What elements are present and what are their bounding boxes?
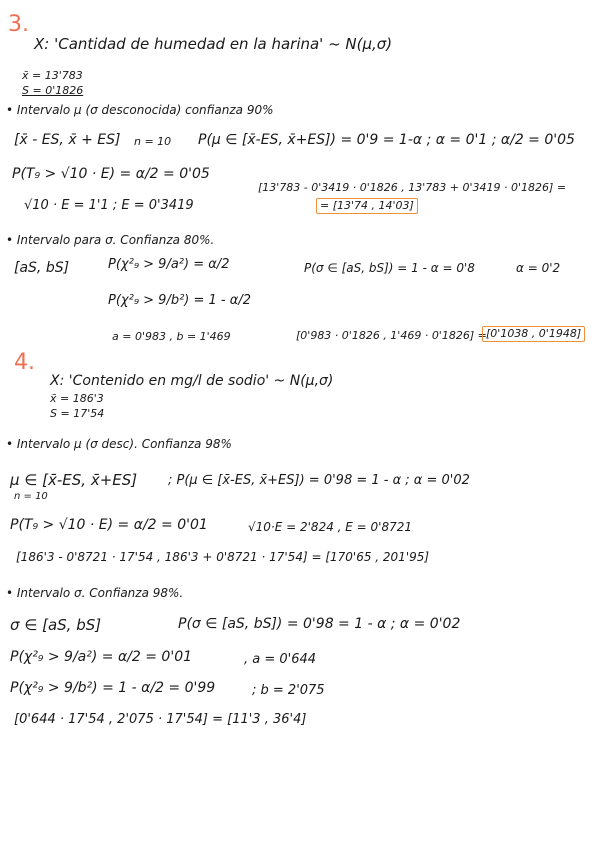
sigma-interval-formula-4: σ ∈ [aS, bS] (10, 616, 102, 634)
sample-size-4: n = 10 (14, 491, 48, 502)
exercise-3-number: 3. (8, 12, 29, 37)
sample-sd-4: S = 17'54 (50, 407, 105, 420)
exercise-4-title: X: 'Contenido en mg/l de sodio' ~ N(μ,σ) (50, 373, 334, 389)
sigma-probability: P(σ ∈ [aS, bS]) = 1 - α = 0'8 (304, 261, 475, 275)
exercise-3-title: X: 'Cantidad de humedad en la harina' ~ N(μ,σ) (34, 35, 393, 53)
error-equation-4: √10·E = 2'824 , E = 0'8721 (248, 520, 413, 534)
sigma-interval-formula: [aS, bS] (14, 260, 70, 276)
section-sigma-interval-title: • Intervalo para σ. Confianza 80%. (6, 233, 215, 247)
section-mean-interval-title-4: • Intervalo μ (σ desc). Confianza 98% (6, 437, 232, 451)
ci-result: = [13'74 , 14'03] (316, 198, 418, 214)
alpha-value: α = 0'2 (516, 261, 561, 275)
t-equation-4: P(T₉ > √10 · E) = α/2 = 0'01 (10, 517, 208, 533)
section-sigma-interval-title-4: • Intervalo σ. Confianza 98%. (6, 586, 184, 600)
sigma-result: [0'1038 , 0'1948] (482, 326, 585, 342)
t-equation: P(T₉ > √10 · E) = α/2 = 0'05 (12, 166, 210, 182)
chi-square-lower: P(χ²₉ > 9/b²) = 1 - α/2 (108, 293, 251, 308)
chi-square-lower-4: P(χ²₉ > 9/b²) = 1 - α/2 = 0'99 (10, 680, 216, 696)
sample-mean: x̄ = 13'783 (22, 69, 83, 82)
sigma-probability-4: P(σ ∈ [aS, bS]) = 0'98 = 1 - α ; α = 0'02 (178, 616, 461, 632)
probability-equation: P(μ ∈ [x̄-ES, x̄+ES]) = 0'9 = 1-α ; α = 0'1 ; α/2 = 0'05 (198, 132, 575, 148)
b-value-4: ; b = 2'075 (252, 683, 325, 698)
probability-equation-4: ; P(μ ∈ [x̄-ES, x̄+ES]) = 0'98 = 1 - α ; α = 0'02 (168, 473, 470, 488)
chi-square-upper: P(χ²₉ > 9/a²) = α/2 (108, 257, 230, 272)
sample-size: n = 10 (134, 135, 172, 148)
sample-sd: S = 0'1826 (22, 84, 84, 97)
ci-calculation: [13'783 - 0'3419 · 0'1826 , 13'783 + 0'3419 · 0'1826] = (258, 181, 567, 194)
chi-square-upper-4: P(χ²₉ > 9/a²) = α/2 = 0'01 (10, 649, 193, 665)
a-value-4: , a = 0'644 (244, 652, 317, 667)
ci-formula: [x̄ - ES, x̄ + ES] (14, 132, 121, 148)
ci-calculation-4: [186'3 - 0'8721 · 17'54 , 186'3 + 0'8721 · 17'54] = [170'65 , 201'95] (16, 550, 430, 564)
ci-formula-4: μ ∈ [x̄-ES, x̄+ES] (10, 471, 138, 489)
sigma-calculation-4: [0'644 · 17'54 , 2'075 · 17'54] = [11'3 , 36'4] (14, 712, 307, 727)
sample-mean-4: x̄ = 186'3 (50, 392, 104, 405)
exercise-4-number: 4. (14, 350, 35, 375)
a-b-values: a = 0'983 , b = 1'469 (112, 330, 231, 343)
section-mean-interval-title: • Intervalo μ (σ desconocida) confianza 90% (6, 103, 274, 117)
error-equation: √10 · E = 1'1 ; E = 0'3419 (24, 198, 194, 213)
sigma-calculation: [0'983 · 0'1826 , 1'469 · 0'1826] = (296, 329, 487, 342)
